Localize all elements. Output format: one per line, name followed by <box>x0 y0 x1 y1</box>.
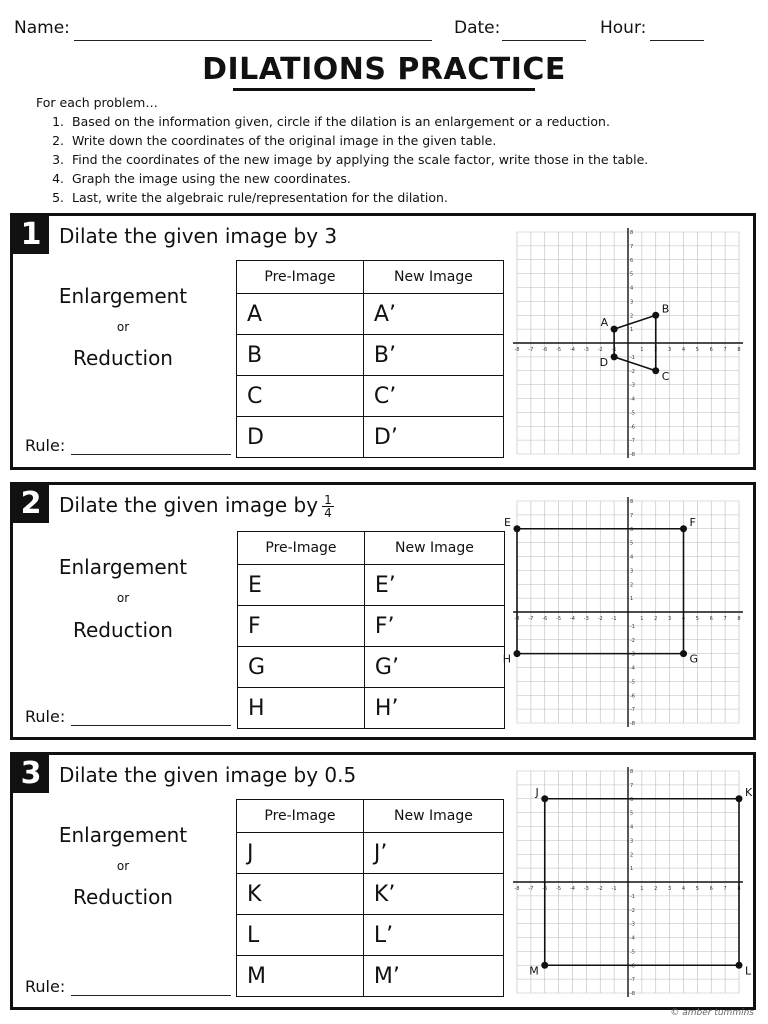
or-label: or <box>116 320 130 334</box>
problem-number: 3 <box>13 755 49 793</box>
enlargement-option[interactable]: Enlargement <box>58 284 188 308</box>
problem-title <box>59 493 334 519</box>
y-tick-label: 3 <box>630 299 634 306</box>
y-tick-label: 1 <box>630 866 634 873</box>
y-tick-label: 3 <box>630 568 634 575</box>
point-label: M <box>529 964 539 978</box>
date-field[interactable] <box>502 40 586 41</box>
x-tick-label: 7 <box>723 886 727 892</box>
instruction-step: 2. Write down the coordinates of the original image in the given table. <box>68 131 648 150</box>
fraction-numerator: 1 <box>324 493 332 507</box>
col-pre-image: Pre-Image <box>237 261 364 294</box>
x-tick-label: -4 <box>570 347 575 353</box>
hour-label: Hour: <box>600 18 647 38</box>
problem-3 <box>10 752 756 1010</box>
y-tick-label: -1 <box>630 893 635 900</box>
point-label: C <box>661 369 670 383</box>
x-tick-label: 2 <box>654 347 658 353</box>
x-tick-label: -2 <box>597 616 603 622</box>
name-field[interactable] <box>74 40 432 41</box>
problem-title: Dilate the given image by 0.5 <box>59 763 357 787</box>
new-image-cell[interactable]: H’ <box>364 688 504 729</box>
rule-answer-line[interactable] <box>71 725 231 726</box>
enlargement-option[interactable]: Enlargement <box>58 823 188 847</box>
y-tick-label: -7 <box>630 977 635 984</box>
point-marker <box>736 795 743 802</box>
y-tick-label: -7 <box>630 707 635 714</box>
col-new-image: New Image <box>364 532 504 565</box>
y-tick-label: 2 <box>630 582 634 589</box>
x-tick-label: 2 <box>654 886 658 892</box>
y-tick-label: -2 <box>630 637 635 644</box>
pre-image-cell[interactable]: J <box>237 833 364 874</box>
y-tick-label: -4 <box>630 396 635 403</box>
x-tick-label: -5 <box>556 347 562 353</box>
y-tick-label: -4 <box>630 935 635 942</box>
x-tick-label: 2 <box>654 616 658 622</box>
instruction-step: 1. Based on the information given, circle if the dilation is an enlargement or a reduction. <box>68 112 648 131</box>
x-tick-label: 5 <box>695 886 699 892</box>
instructions <box>36 93 648 207</box>
x-tick-label: -3 <box>583 886 589 892</box>
y-tick-label: 7 <box>630 782 634 789</box>
y-tick-label: -6 <box>630 693 635 700</box>
rule-answer-line[interactable] <box>71 454 231 455</box>
x-tick-label: -5 <box>556 886 562 892</box>
y-tick-label: -1 <box>630 354 635 361</box>
new-image-cell[interactable]: E’ <box>364 565 504 606</box>
pre-image-cell[interactable]: B <box>237 335 364 376</box>
fraction-denominator: 4 <box>324 506 332 520</box>
point-marker <box>514 525 521 532</box>
x-tick-label: 8 <box>737 886 741 892</box>
instructions-intro: For each problem… <box>36 95 158 110</box>
problem-1 <box>10 213 756 470</box>
x-tick-label: -1 <box>611 886 617 892</box>
point-marker <box>736 962 743 969</box>
point-marker <box>611 326 618 333</box>
point-marker <box>652 367 659 374</box>
point-marker <box>514 650 521 657</box>
pre-image-cell[interactable]: C <box>237 376 364 417</box>
x-tick-label: -8 <box>514 616 520 622</box>
rule-field[interactable] <box>25 436 231 455</box>
y-tick-label: 5 <box>630 271 634 278</box>
x-tick-label: -6 <box>542 886 548 892</box>
x-tick-label: 8 <box>737 616 741 622</box>
point-label: F <box>689 515 696 529</box>
pre-image-cell[interactable]: A <box>237 294 364 335</box>
new-image-cell[interactable]: C’ <box>363 376 503 417</box>
y-tick-label: -8 <box>630 721 635 727</box>
y-tick-label: -1 <box>630 623 635 630</box>
problem-title-text: Dilate the given image by <box>59 493 319 517</box>
pre-image-cell[interactable]: F <box>238 606 365 647</box>
x-tick-label: -1 <box>611 347 617 353</box>
x-tick-label: 5 <box>695 347 699 353</box>
x-tick-label: 7 <box>723 616 727 622</box>
y-tick-label: 8 <box>630 230 634 236</box>
instructions-list <box>36 112 648 207</box>
problem-title: Dilate the given image by 3 <box>59 224 338 248</box>
x-tick-label: 4 <box>681 347 686 353</box>
y-tick-label: -6 <box>630 424 635 431</box>
x-tick-label: 6 <box>709 347 713 353</box>
reduction-option[interactable]: Reduction <box>73 885 173 909</box>
instruction-step: 5. Last, write the algebraic rule/representation for the dilation. <box>68 188 648 207</box>
pre-image-cell[interactable]: L <box>237 915 364 956</box>
x-tick-label: 8 <box>737 347 741 353</box>
x-tick-label: 5 <box>695 616 699 622</box>
y-tick-label: -8 <box>630 991 635 997</box>
col-new-image: New Image <box>363 261 503 294</box>
rule-field[interactable] <box>25 977 231 996</box>
point-marker <box>680 525 687 532</box>
point-marker <box>611 353 618 360</box>
y-tick-label: -5 <box>630 949 635 956</box>
x-tick-label: 7 <box>723 347 727 353</box>
coordinate-table <box>236 799 504 997</box>
coordinate-table <box>237 531 505 729</box>
copyright-credit: © amber tummins <box>670 1008 754 1018</box>
y-tick-label: -4 <box>630 665 635 672</box>
col-pre-image: Pre-Image <box>237 800 364 833</box>
hour-field[interactable] <box>650 40 704 41</box>
title-underline <box>233 88 535 91</box>
x-tick-label: 6 <box>709 886 713 892</box>
point-label: H <box>502 652 511 666</box>
rule-answer-line[interactable] <box>71 995 231 996</box>
pre-image-cell[interactable]: M <box>237 956 364 997</box>
x-tick-label: 6 <box>709 616 713 622</box>
x-tick-label: -7 <box>528 886 534 892</box>
x-tick-label: -4 <box>570 616 575 622</box>
x-tick-label: 1 <box>640 886 644 892</box>
rule-label: Rule: <box>25 977 66 996</box>
new-image-cell[interactable]: L’ <box>363 915 503 956</box>
instruction-step: 4. Graph the image using the new coordinates. <box>68 169 648 188</box>
problem-2 <box>10 482 756 740</box>
new-image-cell[interactable]: B’ <box>363 335 503 376</box>
coordinate-grid[interactable] <box>509 224 745 464</box>
rule-label: Rule: <box>25 436 66 455</box>
y-tick-label: -6 <box>630 963 635 970</box>
y-tick-label: 7 <box>630 243 634 250</box>
new-image-cell[interactable]: A’ <box>363 294 503 335</box>
new-image-cell[interactable]: K’ <box>363 874 503 915</box>
y-tick-label: -2 <box>630 368 635 375</box>
x-tick-label: -2 <box>597 886 603 892</box>
col-pre-image: Pre-Image <box>238 532 365 565</box>
coordinate-grid[interactable] <box>502 493 745 733</box>
rule-label: Rule: <box>25 707 66 726</box>
y-tick-label: -3 <box>630 382 635 389</box>
enlargement-option[interactable]: Enlargement <box>58 555 188 579</box>
y-tick-label: 2 <box>630 313 634 320</box>
name-label: Name: <box>14 18 70 38</box>
pre-image-cell[interactable]: G <box>238 647 365 688</box>
y-tick-label: 4 <box>630 285 634 292</box>
x-tick-label: -6 <box>542 347 548 353</box>
x-tick-label: -7 <box>528 347 534 353</box>
y-tick-label: 2 <box>630 852 634 859</box>
scale-factor-fraction <box>322 494 334 519</box>
point-marker <box>680 650 687 657</box>
y-tick-label: 5 <box>630 810 634 817</box>
point-label: G <box>689 652 699 666</box>
reduction-option[interactable]: Reduction <box>73 618 173 642</box>
x-tick-label: 3 <box>668 347 672 353</box>
x-tick-label: 3 <box>668 886 672 892</box>
y-tick-label: -7 <box>630 438 635 445</box>
y-tick-label: 4 <box>630 824 634 831</box>
problem-number: 1 <box>13 216 49 254</box>
pre-image-cell[interactable]: K <box>237 874 364 915</box>
y-tick-label: 1 <box>630 596 634 603</box>
point-marker <box>652 312 659 319</box>
x-tick-label: -4 <box>570 886 575 892</box>
x-tick-label: -8 <box>514 886 520 892</box>
x-tick-label: -3 <box>583 616 589 622</box>
y-tick-label: -3 <box>630 651 635 658</box>
rule-field[interactable] <box>25 707 231 726</box>
y-tick-label: 3 <box>630 838 634 845</box>
problem-number: 2 <box>13 485 49 523</box>
x-tick-label: -6 <box>542 616 548 622</box>
instruction-step: 3. Find the coordinates of the new image by applying the scale factor, write those in the table. <box>68 150 648 169</box>
point-marker <box>541 962 548 969</box>
x-tick-label: 1 <box>640 347 644 353</box>
y-tick-label: 5 <box>630 540 634 547</box>
y-tick-label: 7 <box>630 512 634 519</box>
x-tick-label: 4 <box>681 616 686 622</box>
y-tick-label: -2 <box>630 907 635 914</box>
x-tick-label: -1 <box>611 616 617 622</box>
point-label: J <box>535 785 539 799</box>
x-tick-label: -3 <box>583 347 589 353</box>
point-label: E <box>504 515 511 529</box>
x-tick-label: -2 <box>597 347 603 353</box>
new-image-cell[interactable]: M’ <box>363 956 503 997</box>
col-new-image: New Image <box>363 800 503 833</box>
y-tick-label: -3 <box>630 921 635 928</box>
point-label: K <box>745 785 753 799</box>
x-tick-label: 4 <box>681 886 686 892</box>
y-tick-label: -5 <box>630 410 635 417</box>
y-tick-label: 8 <box>630 769 634 775</box>
coordinate-grid[interactable] <box>509 763 753 1003</box>
y-tick-label: 4 <box>630 554 634 561</box>
y-tick-label: 8 <box>630 499 634 505</box>
point-label: D <box>599 355 609 369</box>
coordinate-table <box>236 260 504 458</box>
pre-image-cell[interactable]: H <box>238 688 365 729</box>
worksheet-header <box>14 18 754 46</box>
or-label: or <box>116 591 130 605</box>
x-tick-label: -5 <box>556 616 562 622</box>
x-tick-label: 3 <box>668 616 672 622</box>
y-tick-label: -5 <box>630 679 635 686</box>
x-tick-label: -8 <box>514 347 520 353</box>
y-tick-label: 6 <box>630 796 634 803</box>
point-label: B <box>661 302 670 316</box>
new-image-cell[interactable]: F’ <box>364 606 504 647</box>
new-image-cell[interactable]: G’ <box>364 647 504 688</box>
new-image-cell[interactable]: D’ <box>363 417 503 458</box>
y-tick-label: 6 <box>630 257 634 264</box>
point-label: L <box>745 964 752 978</box>
or-label: or <box>116 859 130 873</box>
new-image-cell[interactable]: J’ <box>363 833 503 874</box>
reduction-option[interactable]: Reduction <box>73 346 173 370</box>
point-label: A <box>600 316 609 330</box>
point-marker <box>541 795 548 802</box>
y-tick-label: 1 <box>630 327 634 334</box>
y-tick-label: 6 <box>630 526 634 533</box>
pre-image-cell[interactable]: D <box>237 417 364 458</box>
y-tick-label: -8 <box>630 452 635 458</box>
x-tick-label: 1 <box>640 616 644 622</box>
pre-image-cell[interactable]: E <box>238 565 365 606</box>
date-label: Date: <box>454 18 501 38</box>
page-title: DILATIONS PRACTICE <box>202 52 566 87</box>
x-tick-label: -7 <box>528 616 534 622</box>
